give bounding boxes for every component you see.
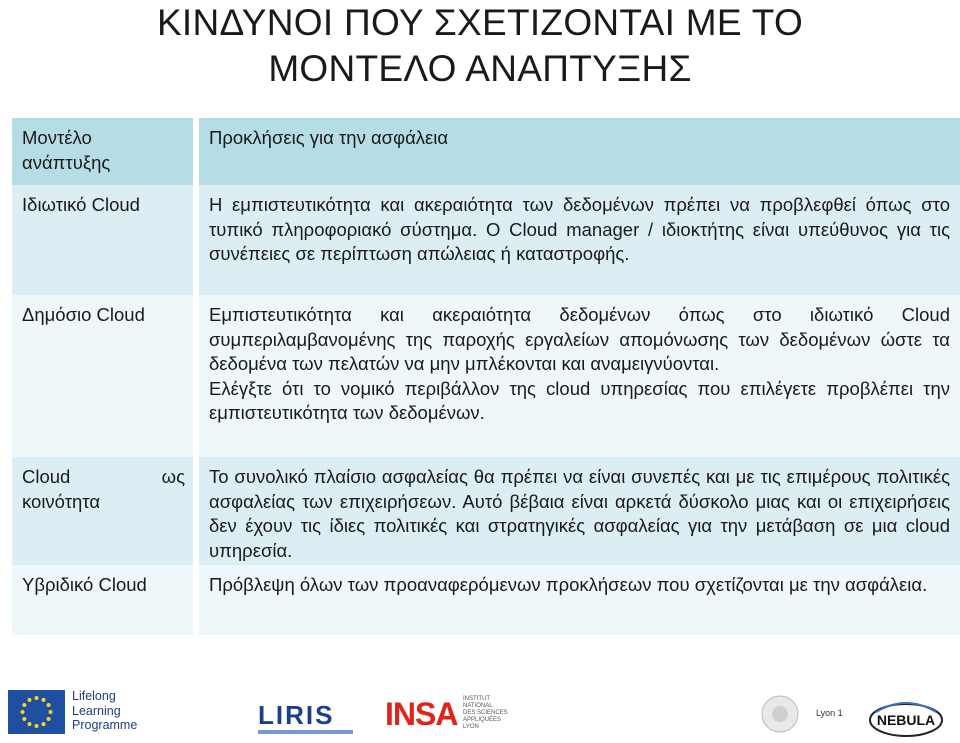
lifelong-learning-logo: Lifelong Learning Programme	[8, 688, 128, 736]
insa-logo: INSA INSTITUT NATIONAL DES SCIENCES APPLIQUÉES LYON	[385, 696, 508, 732]
header-model-cell	[12, 118, 196, 185]
challenge-public-cloud: Εμπιστευτικότητα και ακεραιότητα δεδομένων όπως στο ιδιωτικό Cloud συμπεριλαμβανομένης της παροχής εργαλείων απομόνωσης των δεδομένων ώστε τα δεδομένα των πελατών να μην μπλέκονται και αναμειγνύονται.	[209, 304, 950, 374]
footer-logos	[0, 680, 960, 743]
table-header-row	[12, 118, 960, 185]
table-row	[12, 457, 960, 565]
slide-title	[0, 0, 960, 92]
lyon-emblem-icon	[760, 692, 800, 736]
risk-table	[12, 118, 960, 635]
table-row	[12, 295, 960, 457]
header-challenges-label: Προκλήσεις για την ασφάλεια	[209, 127, 449, 148]
model-hybrid-cloud: Υβριδικό Cloud	[22, 574, 147, 595]
lyon1-logo: Lyon 1	[760, 692, 850, 738]
challenge-community-cloud: Το συνολικό πλαίσιο ασφαλείας θα πρέπει να είναι συνεπές και με τις επιμέρους πολιτικές ασφαλείας των επιχειρήσεων. Αυτό βέβαια είναι αρκετά δύσκολο μιας και οι επιχειρήσεις δεν έχουν τις ίδιες πολιτικές και στρατηγικές ασφαλείας για την μετάβαση σε μια cloud υπηρεσία.	[209, 466, 950, 561]
slide-title-line-2: ΜΟΝΤΕΛΟ ΑΝΑΠΤΥΞΗΣ	[268, 48, 692, 89]
model-public-cloud: Δημόσιο Cloud	[22, 304, 145, 325]
liris-underline	[258, 730, 353, 736]
challenge-hybrid-cloud: Πρόβλεψη όλων των προαναφερόμενων προκλήσεων που σχετίζονται με την ασφάλεια.	[209, 574, 928, 595]
header-challenges-cell	[196, 118, 960, 185]
challenge-public-cloud-legal: Ελέγξτε ότι το νομικό περιβάλλον της cloud υπηρεσίας που επιλέγετε προβλέπει την εμπιστευτικότητα των δεδομένων.	[209, 377, 950, 423]
model-community-cloud: Cloud ως κοινότητα	[22, 466, 185, 512]
slide-title-line-1: ΚΙΝΔΥΝΟΙ ΠΟΥ ΣΧΕΤΙΖΟΝΤΑΙ ΜΕ ΤΟ	[156, 2, 804, 43]
model-private-cloud: Ιδιωτικό Cloud	[22, 194, 140, 215]
eu-flag-icon	[8, 690, 65, 734]
table-row	[12, 565, 960, 635]
nebula-logo: NEBULA	[868, 698, 944, 738]
header-model-label: Μοντέλο ανάπτυξης	[22, 127, 111, 173]
liris-logo: LIRIS	[258, 698, 353, 732]
challenge-private-cloud: Η εμπιστευτικότητα και ακεραιότητα των δεδομένων πρέπει να προβλεφθεί όπως στο τυπικό πληροφοριακό σύστημα. O Cloud manager / ιδιοκτήτης είναι υπεύθυνος για τις συνέπειες σε περίπτωση απώλειας ή καταστροφής.	[209, 194, 950, 264]
table-row	[12, 185, 960, 295]
